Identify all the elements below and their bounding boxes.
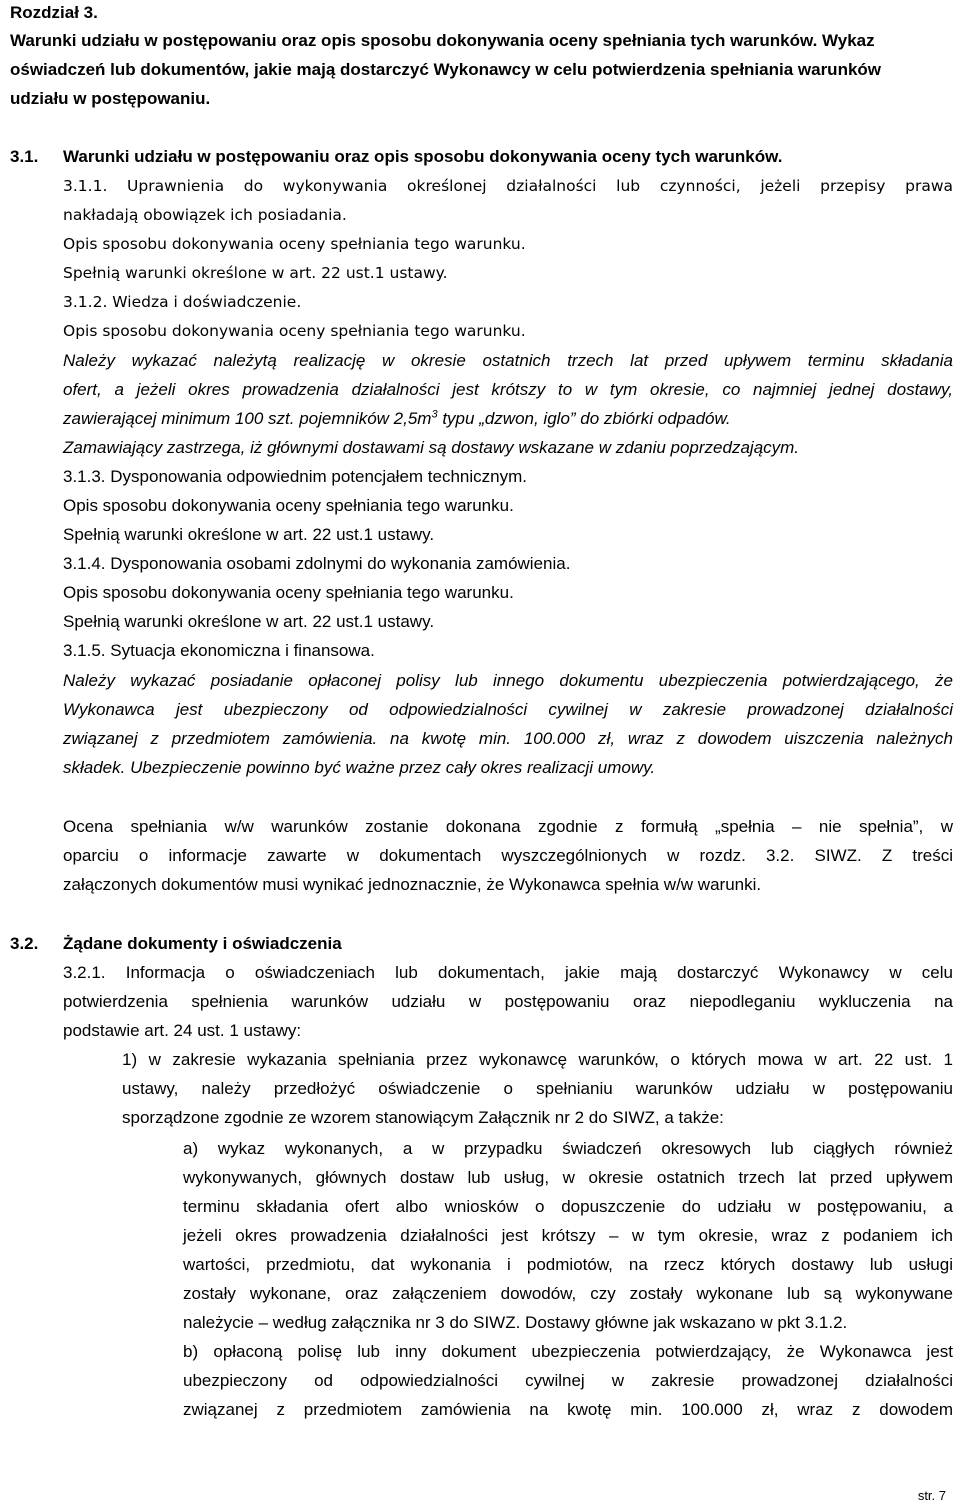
point-a-line-2: wykonywanych, głównych dostaw lub usług, w okresie ostatnich trzech lat przed upływem xyxy=(183,1168,953,1187)
item-3-1-5-title: 3.1.5. Sytuacja ekonomiczna i finansowa. xyxy=(63,641,375,660)
assessment-line-2: oparciu o informacje zawarte w dokumentach wyszczególnionych w rozdz. 3.2. SIWZ. Z treści xyxy=(63,846,953,865)
point-1-line-2: ustawy, należy przedłożyć oświadczenie o spełnianiu warunków udziału w postępowaniu xyxy=(122,1079,953,1098)
page-number: str. 7 xyxy=(917,1488,946,1503)
item-3-1-2-italic-line-4: Zamawiający zastrzega, iż głównymi dostawami są dostawy wskazane w zdaniu poprzedzającym. xyxy=(63,438,800,457)
item-3-1-1-condition: Spełnią warunki określone w art. 22 ust.1 ustawy. xyxy=(63,264,448,282)
point-a-line-7: należycie – według załącznika nr 3 do SIWZ. Dostawy główne jak wskazano w pkt 3.1.2. xyxy=(183,1313,848,1332)
item-3-2-1-line-1: 3.2.1. Informacja o oświadczeniach lub dokumentach, jakie mają dostarczyć Wykonawcy w celu xyxy=(63,963,953,982)
item-3-2-1-line-2: potwierdzenia spełnienia warunków udziału w postępowaniu oraz niepodleganiu wykluczenia na xyxy=(63,992,953,1011)
point-1-line-3: sporządzone zgodnie ze wzorem stanowiącym Załącznik nr 2 do SIWZ, a także: xyxy=(122,1108,724,1127)
section-3-2-number: 3.2. xyxy=(10,934,39,953)
cubic-superscript: 3 xyxy=(431,408,438,421)
item-3-1-4-condition: Spełnią warunki określone w art. 22 ust.1 ustawy. xyxy=(63,612,435,631)
item-3-1-5-italic-line-3: związanej z przedmiotem zamówienia. na kwotę min. 100.000 zł, wraz z dowodem uiszczenia należnych xyxy=(63,729,953,748)
assessment-line-1: Ocena spełniania w/w warunków zostanie dokonana zgodnie z formułą „spełnia – nie spełnia”, w xyxy=(63,817,953,836)
point-b-line-1: b) opłaconą polisę lub inny dokument ubezpieczenia potwierdzający, że Wykonawca jest xyxy=(183,1342,953,1361)
point-a-line-5: wartości, przedmiotu, dat wykonania i podmiotów, na rzecz których dostawy lub usługi xyxy=(183,1255,953,1274)
section-3-1-number: 3.1. xyxy=(10,147,39,166)
point-1-line-1: 1) w zakresie wykazania spełniania przez wykonawcę warunków, o których mowa w art. 22 ust. 1 xyxy=(122,1050,953,1069)
item-3-1-2-italic-line-1: Należy wykazać należytą realizację w okresie ostatnich trzech lat przed upływem terminu składania xyxy=(63,351,953,370)
item-3-1-2-italic-line-3 xyxy=(63,408,731,430)
item-3-1-5-italic-line-2: Wykonawca jest ubezpieczony od odpowiedzialności cywilnej w zakresie prowadzonej działalności xyxy=(63,700,953,719)
item-3-1-2-italic-line-3-a: zawierającej minimum 100 szt. pojemników 2,5m xyxy=(63,409,432,428)
item-3-1-3-title: 3.1.3. Dysponowania odpowiednim potencjałem technicznym. xyxy=(63,467,527,486)
section-3-2-title: Żądane dokumenty i oświadczenia xyxy=(63,934,342,953)
point-a-line-4: jeżeli okres prowadzenia działalności jest krótszy – w tym okresie, wraz z podaniem ich xyxy=(183,1226,953,1245)
point-b-line-3: związanej z przedmiotem zamówienia na kwotę min. 100.000 zł, wraz z dowodem xyxy=(183,1400,953,1419)
item-3-1-3-condition: Spełnią warunki określone w art. 22 ust.1 ustawy. xyxy=(63,525,435,544)
chapter-heading-line-1: Warunki udziału w postępowaniu oraz opis sposobu dokonywania oceny spełniania tych warunków. Wykaz xyxy=(10,31,875,50)
item-3-1-3-desc: Opis sposobu dokonywania oceny spełniania tego warunku. xyxy=(63,496,514,515)
section-3-1-title: Warunki udziału w postępowaniu oraz opis sposobu dokonywania oceny tych warunków. xyxy=(63,147,783,166)
chapter-heading-line-2: oświadczeń lub dokumentów, jakie mają dostarczyć Wykonawcy w celu potwierdzenia spełniania warunków xyxy=(10,60,882,79)
point-b-line-2: ubezpieczony od odpowiedzialności cywilnej w zakresie prowadzonej działalności xyxy=(183,1371,953,1390)
item-3-1-2-desc: Opis sposobu dokonywania oceny spełniania tego warunku. xyxy=(63,322,526,340)
assessment-line-3: załączonych dokumentów musi wynikać jednoznacznie, że Wykonawca spełnia w/w warunki. xyxy=(63,875,762,894)
item-3-1-1-line-2: nakładają obowiązek ich posiadania. xyxy=(63,206,347,224)
item-3-1-4-title: 3.1.4. Dysponowania osobami zdolnymi do wykonania zamówienia. xyxy=(63,554,571,573)
item-3-2-1-line-3: podstawie art. 24 ust. 1 ustawy: xyxy=(63,1021,302,1040)
item-3-1-5-italic-line-1: Należy wykazać posiadanie opłaconej polisy lub innego dokumentu ubezpieczenia potwierdzającego, że xyxy=(63,671,953,690)
chapter-heading-line-3: udziału w postępowaniu. xyxy=(10,89,211,108)
point-a-line-6: zostały wykonane, oraz załączeniem dowodów, czy zostały wykonane lub są wykonywane xyxy=(183,1284,953,1303)
item-3-1-2-italic-line-2: ofert, a jeżeli okres prowadzenia działalności jest krótszy to w tym okresie, co najmniej jednej dostawy, xyxy=(63,380,953,399)
item-3-1-2-italic-line-3-b: typu „dzwon, iglo” do zbiórki odpadów. xyxy=(437,409,731,428)
chapter-title: Rozdział 3. xyxy=(10,3,98,22)
item-3-1-1-line-1: 3.1.1. Uprawnienia do wykonywania określonej działalności lub czynności, jeżeli przepisy prawa xyxy=(63,177,953,195)
item-3-1-5-italic-line-4: składek. Ubezpieczenie powinno być ważne przez cały okres realizacji umowy. xyxy=(63,758,656,777)
point-a-line-1: a) wykaz wykonanych, a w przypadku świadczeń okresowych lub ciągłych również xyxy=(183,1139,953,1158)
point-a-line-3: terminu składania ofert albo wniosków o dopuszczenie do udziału w postępowaniu, a xyxy=(183,1197,953,1216)
item-3-1-1-desc: Opis sposobu dokonywania oceny spełniania tego warunku. xyxy=(63,235,526,253)
item-3-1-4-desc: Opis sposobu dokonywania oceny spełniania tego warunku. xyxy=(63,583,514,602)
item-3-1-2-title: 3.1.2. Wiedza i doświadczenie. xyxy=(63,293,302,311)
